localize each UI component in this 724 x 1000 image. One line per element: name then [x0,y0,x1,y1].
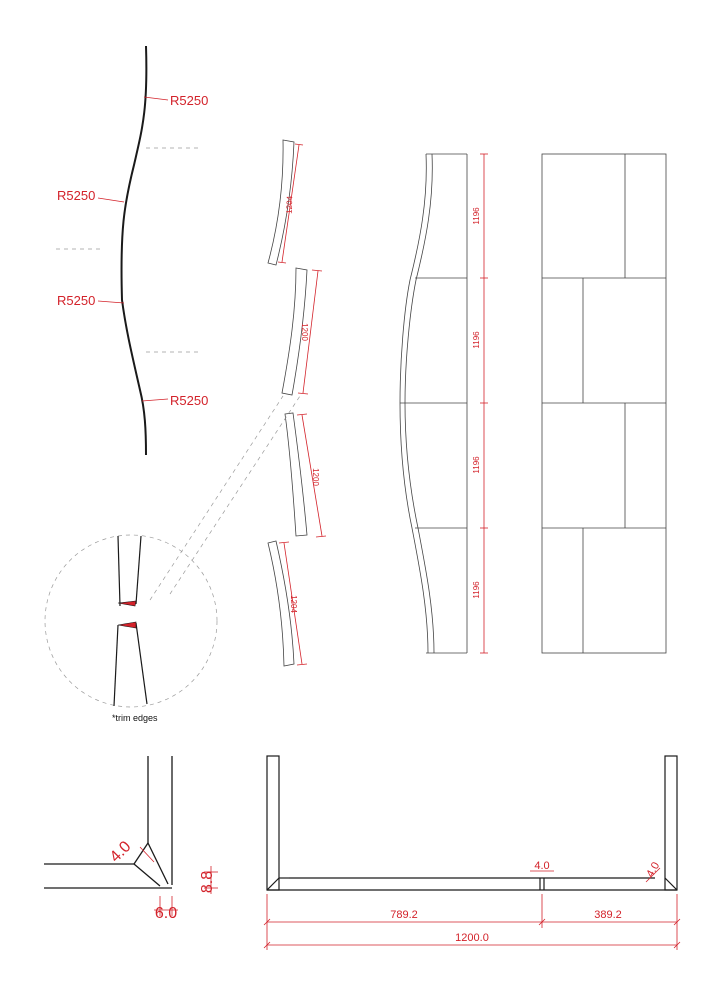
radius-leader [98,301,124,303]
profile-curve [122,46,147,455]
panel-piece [268,541,307,666]
elevation-height: 1196 [472,207,481,225]
detail-note: *trim edges [112,713,158,723]
panel-piece [268,140,303,265]
radius-leader [144,97,168,100]
trim-edge-detail [45,396,300,723]
corner-joint-detail [44,756,218,922]
panel-length: 1204 [289,595,298,613]
radius-label: R5250 [57,188,96,203]
gap-label: 4.0 [534,860,550,872]
tile-layout-grid [542,154,666,653]
elevation-height: 1196 [472,581,481,599]
elevation-height: 1196 [472,456,481,474]
panel-length: 1200 [300,323,309,341]
thickness-label: 4.0 [106,838,135,866]
elevation-height: 1196 [472,331,481,349]
elevation-curve [400,154,428,653]
horizontal-offset-label: 6.0 [154,905,178,922]
radius-leader [98,198,124,202]
total-length-label: 1200.0 [455,932,489,944]
radius-label: R5250 [57,293,96,308]
panel-piece [285,413,326,537]
radius-label: R5250 [170,393,209,408]
right-length-label: 389.2 [594,909,622,921]
radius-label: R5250 [170,93,209,108]
left-length-label: 789.2 [390,909,418,921]
panel-length: 1200 [311,468,320,486]
elevation-view [400,154,488,653]
vertical-offset-label: 8.8 [199,870,216,894]
section-view [264,756,680,950]
corner-gap-label: 4.0 [644,860,663,880]
curved-profile-view [56,46,208,455]
panel-length: 1204 [284,195,295,214]
radius-leader [142,399,168,401]
panel-pieces [268,140,326,666]
panel-piece [282,268,322,395]
detail-circle [45,535,217,707]
